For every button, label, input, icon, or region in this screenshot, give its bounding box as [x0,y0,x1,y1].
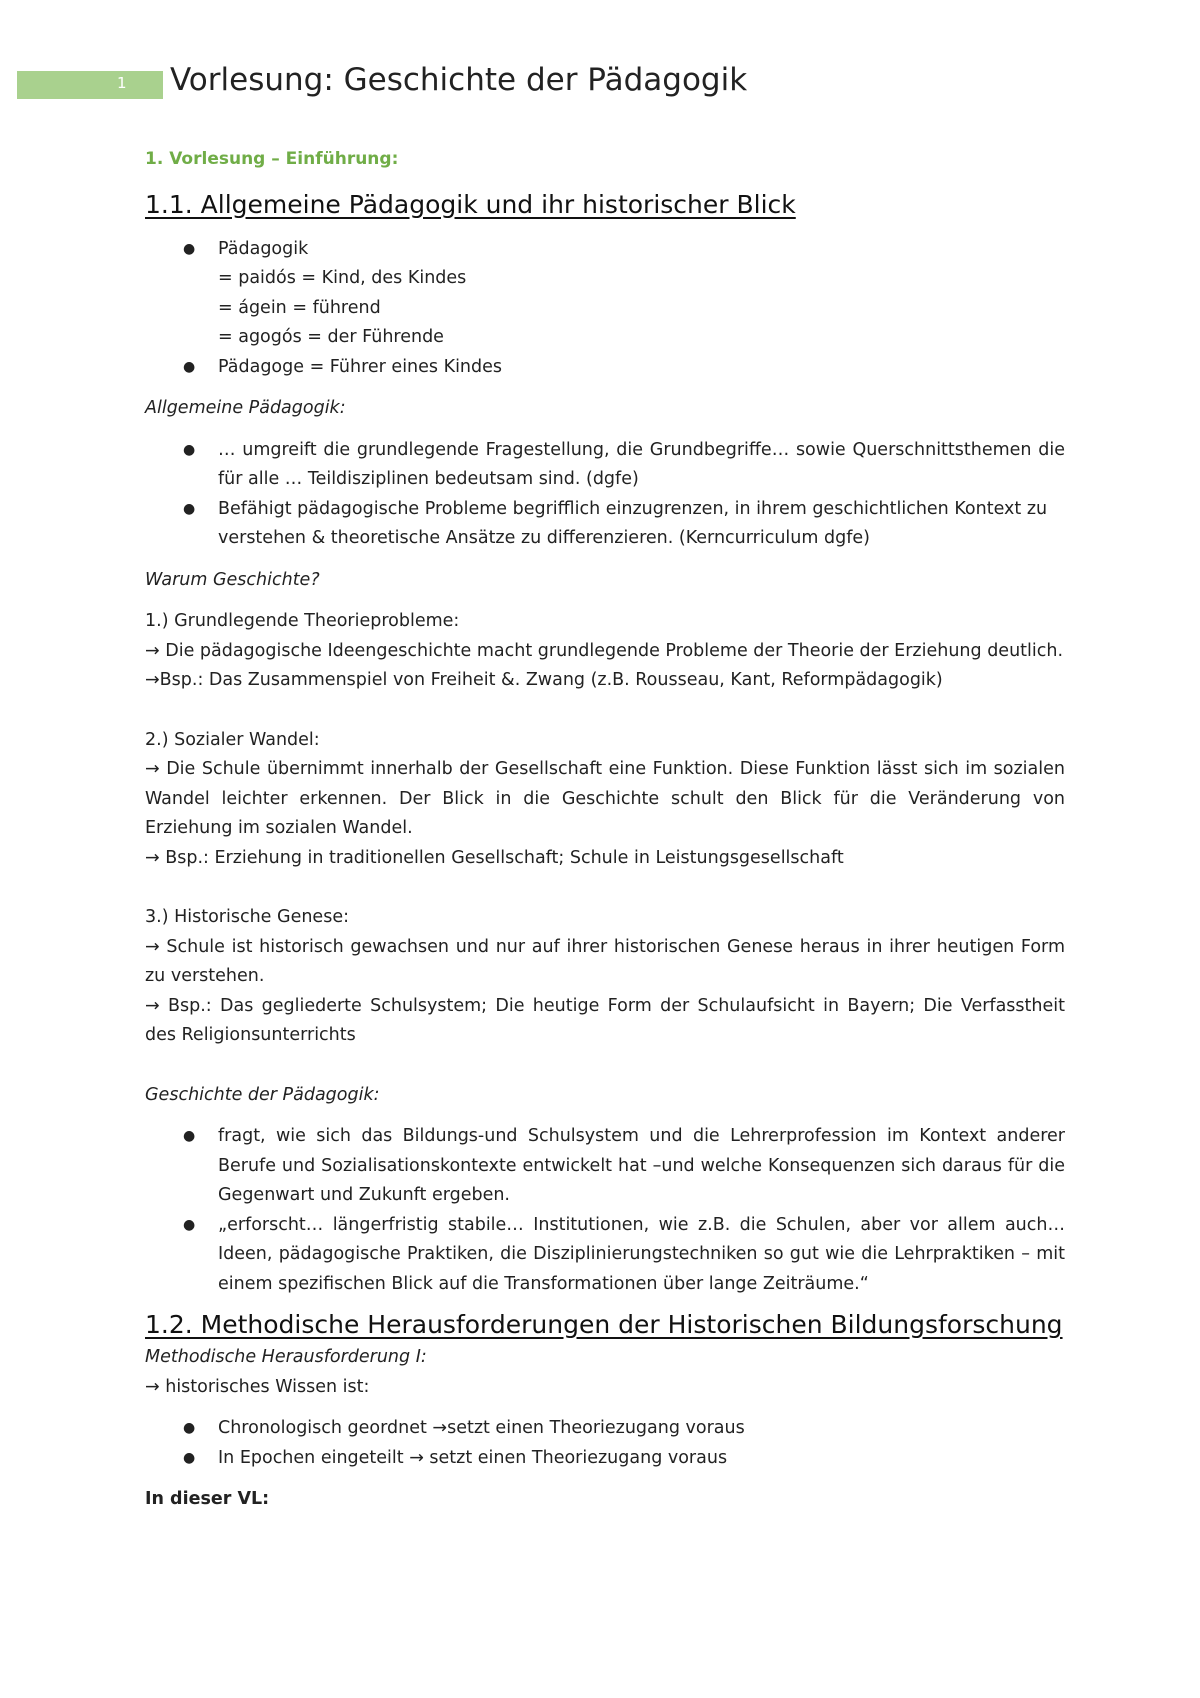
definition-list [145,235,1065,383]
bullet-icon: ● [183,358,196,375]
reason-example: → Bsp.: Das gegliederte Schulsystem; Die heutige Form der Schulaufsicht in Bayern; Die Verfasstheit des Religionsunterrichts [145,995,1065,1045]
challenge-intro: → historisches Wissen ist: [145,1376,370,1397]
reason-block [145,903,1065,1051]
definition-line: Pädagogik [218,238,309,259]
reason-text: → Die Schule übernimmt innerhalb der Gesellschaft eine Funktion. Diese Funktion lässt sich im sozialen Wandel leichter erkennen. Der Blick in die Geschichte schult den Blick für die Veränderung von Erziehung im sozialen Wandel. [145,759,1065,838]
definition-line: = paidós = Kind, des Kindes [218,268,467,288]
bullet-icon: ● [183,240,196,257]
reason-text: → Schule ist historisch gewachsen und nur auf ihrer historischen Genese heraus in ihrer heutigen Form zu verstehen. [145,936,1065,986]
list-item-text: In Epochen eingeteilt → setzt einen Theoriezugang voraus [218,1447,728,1468]
reason-text: → Die pädagogische Ideengeschichte macht grundlegende Probleme der Theorie der Erziehung deutlich. [145,640,1064,661]
subheading-warum: Warum Geschichte? [145,569,320,590]
list-item-text: Chronologisch geordnet →setzt einen Theoriezugang voraus [218,1418,745,1438]
reason-block [145,607,1065,696]
allgemeine-list [145,436,1065,554]
reason-title: 3.) Historische Genese: [145,907,349,927]
document-body [145,145,1065,1515]
section-heading-1-2: 1.2. Methodische Herausforderungen der Historischen Bildungsforschung [145,1310,1063,1339]
bullet-icon: ● [183,1216,196,1233]
list-item-text: „erforscht… längerfristig stabile… Institutionen, wie z.B. die Schulen, aber vor allem auch… Ideen, pädagogische Praktiken, die Disziplinierungstechniken so gut wie die Lehrpraktiken – mit einem spezifischen Blick auf die Transformationen über lange Zeiträume.“ [218,1214,1065,1294]
bullet-icon: ● [183,1449,196,1466]
reason-title: 1.) Grundlegende Theorieprobleme: [145,611,460,631]
document-title: Vorlesung: Geschichte der Pädagogik [170,62,748,98]
subheading-geschichte: Geschichte der Pädagogik: [145,1084,380,1105]
list-item [145,353,1065,383]
list-item-text: … umgreift die grundlegende Fragestellung, die Grundbegriffe… sowie Querschnittsthemen die für alle … Teildisziplinen bedeutsam sind. (dgfe) [218,439,1065,489]
lecture-label: 1. Vorlesung – Einführung: [145,149,399,169]
bullet-icon: ● [183,1420,196,1436]
definition-line: = ágein = führend [218,297,381,318]
list-item [145,1211,1065,1300]
reason-block [145,726,1065,874]
bullet-icon: ● [183,1128,196,1144]
page-number: 1 [117,74,127,92]
bullet-icon: ● [183,441,196,458]
section-heading-1-1: 1.1. Allgemeine Pädagogik und ihr historischer Blick [145,189,796,219]
subheading-challenge: Methodische Herausforderung I: [145,1347,427,1367]
list-item [145,235,1065,353]
bullet-icon: ● [183,500,196,517]
geschichte-list [145,1122,1065,1299]
definition-line: = agogós = der Führende [218,327,444,347]
list-item [145,1414,1065,1444]
list-item-text: Befähigt pädagogische Probleme begrifflich einzugrenzen, in ihrem geschichtlichen Kontext zu verstehen & theoretische Ansätze zu differenzieren. (Kerncurriculum dgfe) [218,498,1048,548]
challenge-list [145,1414,1065,1473]
list-item [145,1122,1065,1211]
closing-label: In dieser VL: [145,1489,270,1509]
reason-example: →Bsp.: Das Zusammenspiel von Freiheit &. Zwang (z.B. Rousseau, Kant, Reformpädagogik) [145,670,943,690]
list-item [145,1444,1065,1474]
reason-title: 2.) Sozialer Wandel: [145,729,320,750]
list-item [145,495,1065,554]
reason-example: → Bsp.: Erziehung in traditionellen Gesellschaft; Schule in Leistungsgesellschaft [145,847,844,868]
list-item [145,436,1065,495]
definition-line: Pädagoge = Führer eines Kindes [218,356,503,377]
subheading-allgemeine: Allgemeine Pädagogik: [145,398,346,418]
list-item-text: fragt, wie sich das Bildungs-und Schulsystem und die Lehrerprofession im Kontext anderer Berufe und Sozialisationskontexte entwickelt hat –und welche Konsequenzen sich daraus für die Gegenwart und Zukunft ergeben. [218,1126,1065,1205]
